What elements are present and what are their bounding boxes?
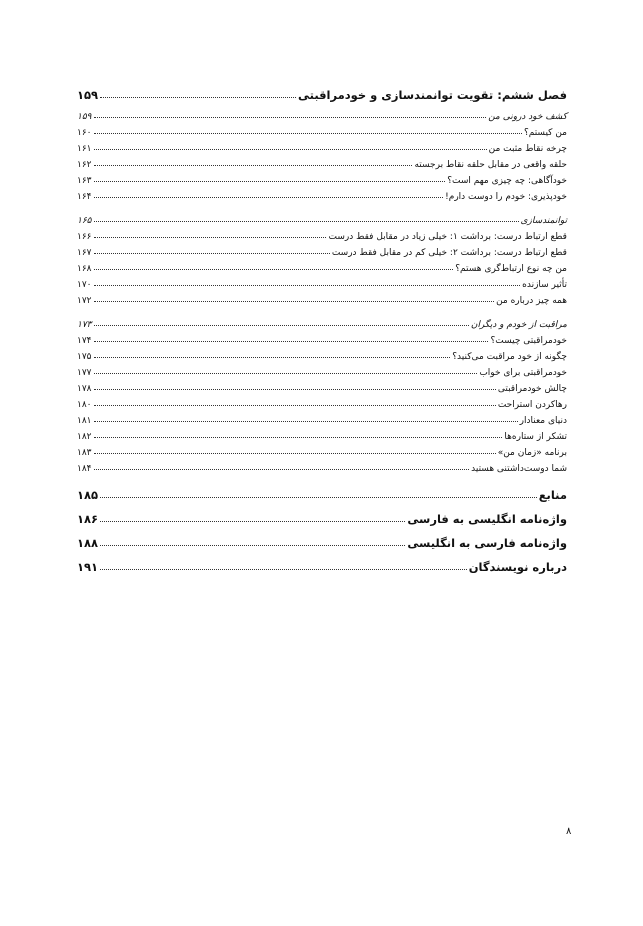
- dot-leader: [94, 133, 522, 134]
- toc-entry: [77, 160, 567, 170]
- toc-entry-title: چگونه از خود مراقبت می‌کنید؟: [452, 352, 567, 362]
- toc-entry-page: ۱۷۰: [77, 280, 92, 290]
- toc-entry-title: واژه‌نامه فارسی به انگلیسی: [407, 536, 567, 550]
- dot-leader: [94, 437, 503, 438]
- toc-section-entry: [77, 512, 567, 526]
- toc-entry-title: خودآگاهی: چه چیزی مهم است؟: [447, 176, 567, 186]
- toc-entry-title: توانمندسازی: [520, 216, 567, 226]
- toc-entry-page: ۱۶۳: [77, 176, 92, 186]
- toc-entry-title: دنیای معنادار: [519, 416, 567, 426]
- dot-leader: [94, 197, 444, 198]
- toc-entry: [77, 384, 567, 394]
- toc-section-entry: [77, 488, 567, 502]
- toc-entry-page: ۱۶۰: [77, 128, 92, 138]
- dot-leader: [100, 97, 296, 98]
- toc-entry-page: ۱۷۳: [77, 320, 92, 330]
- toc-entry-page: ۱۶۲: [77, 160, 92, 170]
- toc-entry: [77, 352, 567, 362]
- toc-entry: [77, 368, 567, 378]
- toc-entry: [77, 176, 567, 186]
- toc-entry-title: حلقه واقعی در مقابل حلقه نقاط برجسته: [414, 160, 567, 170]
- dot-leader: [94, 373, 478, 374]
- toc-entry: [77, 448, 567, 458]
- toc-entry-title: شما دوست‌داشتنی هستید: [471, 464, 567, 474]
- toc-entry: [77, 248, 567, 258]
- toc-group-heading: [77, 112, 567, 122]
- toc-entry: [77, 432, 567, 442]
- toc-entry-title: رهاکردن استراحت: [497, 400, 567, 410]
- toc-entry-page: ۱۸۱: [77, 416, 92, 426]
- toc-entry-title: منابع: [538, 488, 567, 502]
- dot-leader: [94, 469, 470, 470]
- toc-entry-title: برنامه «زمان من»: [497, 448, 567, 458]
- toc-entry-title: تأثیر سازنده: [522, 280, 567, 290]
- dot-leader: [94, 301, 495, 302]
- toc-entry-page: ۱۶۵: [77, 216, 92, 226]
- dot-leader: [94, 117, 487, 118]
- toc-entry: [77, 128, 567, 138]
- toc-entry-page: ۱۶۴: [77, 192, 92, 202]
- toc-entry-page: ۱۶۸: [77, 264, 92, 274]
- dot-leader: [100, 545, 405, 546]
- toc-entry-title: فصل ششم: تقویت توانمندسازی و خودمراقبتی: [297, 88, 567, 102]
- dot-leader: [94, 237, 327, 238]
- dot-leader: [94, 341, 489, 342]
- toc-section-entry: [77, 88, 567, 102]
- dot-leader: [94, 221, 519, 222]
- toc-entry-page: ۱۷۵: [77, 352, 92, 362]
- toc-entry-title: خودمراقبتی چیست؟: [490, 336, 567, 346]
- toc-entry-page: ۱۶۷: [77, 248, 92, 258]
- dot-leader: [94, 405, 496, 406]
- toc-section-entry: [77, 560, 567, 574]
- dot-leader: [100, 521, 405, 522]
- dot-leader: [94, 389, 496, 390]
- toc-group-heading: [77, 320, 567, 330]
- toc-entry-page: ۱۵۹: [77, 112, 92, 122]
- toc-entry-title: خودمراقبتی برای خواب: [479, 368, 567, 378]
- toc-entry-page: ۱۷۲: [77, 296, 92, 306]
- toc-entry-title: کشف خود درونی من: [488, 112, 567, 122]
- dot-leader: [94, 149, 487, 150]
- dot-leader: [94, 325, 469, 326]
- dot-leader: [100, 497, 537, 498]
- toc-entry: [77, 280, 567, 290]
- toc-entry-page: ۱۸۶: [77, 512, 99, 526]
- toc-entry-page: ۱۸۵: [77, 488, 99, 502]
- dot-leader: [94, 421, 518, 422]
- toc-entry-page: ۱۸۲: [77, 432, 92, 442]
- toc-entry-title: چرخه نقاط مثبت من: [488, 144, 567, 154]
- toc-entry-page: ۱۸۸: [77, 536, 99, 550]
- toc-entry-title: چالش خودمراقبتی: [497, 384, 567, 394]
- toc-entry: [77, 192, 567, 202]
- toc-entry-title: واژه‌نامه انگلیسی به فارسی: [407, 512, 567, 526]
- toc-entry-page: ۱۷۸: [77, 384, 92, 394]
- toc-entry-page: ۱۹۱: [77, 560, 99, 574]
- toc-entry-title: من کیستم؟: [523, 128, 567, 138]
- toc-entry-page: ۱۸۰: [77, 400, 92, 410]
- toc-entry-title: خودپذیری: خودم را دوست دارم!: [445, 192, 567, 202]
- toc-entry: [77, 144, 567, 154]
- toc-entry-title: تشکر از ستاره‌ها: [504, 432, 567, 442]
- toc-group-heading: [77, 216, 567, 226]
- toc-entry: [77, 416, 567, 426]
- toc-section-entry: [77, 536, 567, 550]
- toc-entry: [77, 400, 567, 410]
- toc-entry: [77, 336, 567, 346]
- toc-entry-title: قطع ارتباط درست: برداشت ۲: خیلی کم در مقابل فقط درست: [331, 248, 567, 258]
- toc-entry-title: درباره نویسندگان: [468, 560, 567, 574]
- toc-entry-title: مراقبت از خودم و دیگران: [470, 320, 567, 330]
- toc-entry-page: ۱۶۶: [77, 232, 92, 242]
- toc-entry-page: ۱۸۳: [77, 448, 92, 458]
- toc-entry: [77, 464, 567, 474]
- dot-leader: [94, 181, 446, 182]
- toc-entry-title: من چه نوع ارتباط‌گری هستم؟: [455, 264, 567, 274]
- dot-leader: [94, 453, 496, 454]
- toc-entry-page: ۱۵۹: [77, 88, 99, 102]
- toc-entry-title: قطع ارتباط درست: برداشت ۱: خیلی زیاد در مقابل فقط درست: [328, 232, 567, 242]
- dot-leader: [94, 269, 454, 270]
- toc-entry-page: ۱۸۴: [77, 464, 92, 474]
- toc-entry-page: ۱۷۷: [77, 368, 92, 378]
- dot-leader: [94, 165, 413, 166]
- dot-leader: [94, 357, 451, 358]
- toc-entry-title: همه چیز درباره من: [496, 296, 567, 306]
- dot-leader: [94, 253, 330, 254]
- dot-leader: [100, 569, 467, 570]
- dot-leader: [94, 285, 521, 286]
- toc-entry: [77, 232, 567, 242]
- toc-entry-page: ۱۶۱: [77, 144, 92, 154]
- toc-entry: [77, 296, 567, 306]
- toc-entry-page: ۱۷۴: [77, 336, 92, 346]
- toc-entry: [77, 264, 567, 274]
- page-number: ۸: [566, 826, 572, 837]
